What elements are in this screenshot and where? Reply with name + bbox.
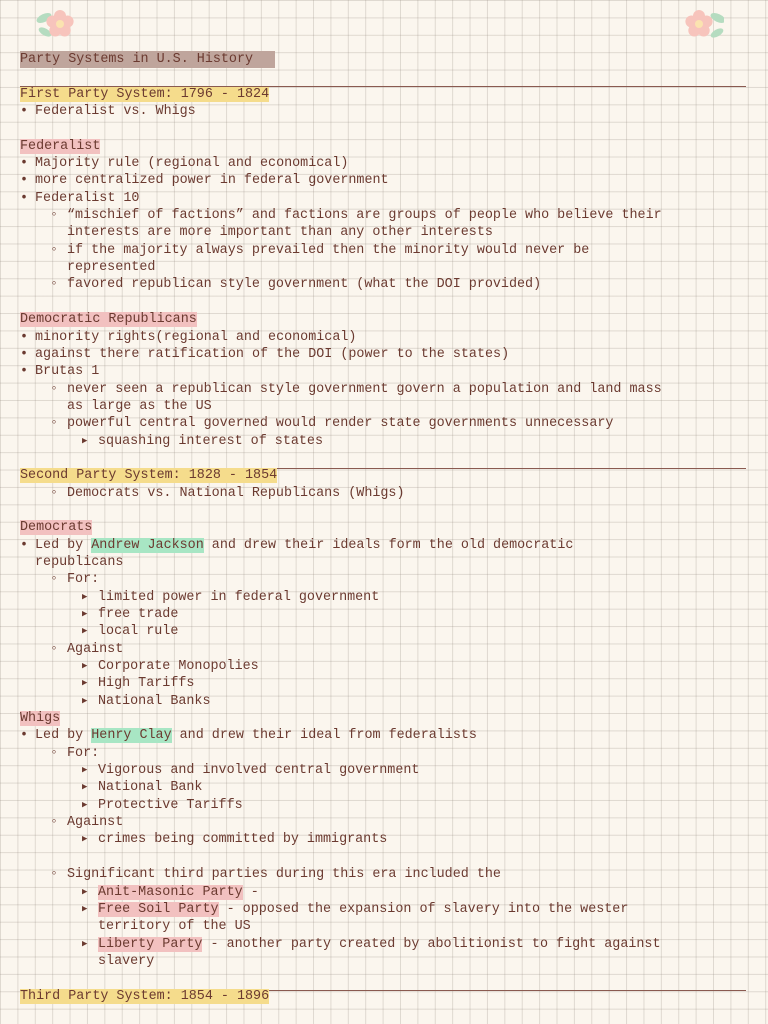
list-item: • Brutas 1 (20, 364, 100, 380)
party-highlight: Free Soil Party (98, 901, 219, 917)
page-title: Party Systems in U.S. History (20, 51, 275, 68)
flower-icon (34, 6, 74, 42)
list-item: ◦ For: (50, 572, 100, 588)
list-item: ▶ crimes being committed by immigrants (82, 832, 388, 848)
subheading-whigs: Whigs (20, 711, 61, 727)
list-item: ▶ free trade (82, 607, 179, 622)
list-item: ◦ Democrats vs. National Republicans (Whigs) (50, 485, 405, 501)
list-item: ▶ limited power in federal government (82, 589, 380, 605)
list-item: • more centralized power in federal government (20, 173, 389, 189)
leader-highlight: Henry Clay (91, 728, 172, 744)
subheading-federalist: Federalist (20, 138, 101, 154)
list-item: • minority rights(regional and economical) (20, 329, 357, 345)
list-item: • Majority rule (regional and economical) (20, 156, 349, 172)
list-item: ▶ local rule (82, 624, 179, 640)
list-item-continuation: as large as the US (67, 398, 212, 414)
list-item: ▶ High Tariffs (82, 676, 195, 692)
list-item: • Led by Andrew Jackson and drew their ideals form the old democratic (20, 537, 574, 553)
list-item: ▶ Vigorous and involved central government (82, 763, 420, 779)
party-highlight: Liberty Party (98, 936, 203, 952)
list-item: ▶ Corporate Monopolies (82, 659, 259, 675)
list-item: ◦ Significant third parties during this era included the (50, 867, 501, 883)
list-item: ◦ if the majority always prevailed then the minority would never be (50, 242, 590, 258)
list-item: ▶ Protective Tariffs (82, 797, 243, 813)
leader-highlight: Andrew Jackson (91, 537, 204, 553)
subheading-democratic-republicans: Democratic Republicans (20, 312, 197, 328)
list-item: ▶ Free Soil Party - opposed the expansion of slavery into the wester (82, 901, 629, 917)
list-item: ◦ never seen a republican style government govern a population and land mass (50, 381, 662, 397)
list-item: ◦ Against (50, 815, 124, 831)
list-item: ◦ favored republican style government (what the DOI provided) (50, 277, 542, 293)
list-item: ▶ squashing interest of states (82, 433, 323, 449)
list-item: ◦ powerful central governed would render state governments unnecessary (50, 416, 614, 432)
list-item-continuation: territory of the US (98, 919, 251, 935)
list-item-continuation: slavery (98, 953, 155, 969)
section-heading-first: First Party System: 1796 - 1824 (20, 86, 270, 102)
list-item: ◦ Against (50, 641, 124, 657)
list-item: ◦ For: (50, 745, 100, 761)
party-highlight: Anit-Masonic Party (98, 884, 243, 900)
list-item: ▶ Liberty Party - another party created by abolitionist to fight against (82, 936, 661, 952)
list-item: ▶ Anit-Masonic Party - (82, 884, 259, 900)
list-item-continuation: interests are more important than any other interests (67, 225, 493, 241)
list-item: ▶ National Bank (82, 780, 203, 796)
subheading-democrats: Democrats (20, 520, 93, 536)
list-item: • Led by Henry Clay and drew their ideal from federalists (20, 728, 477, 744)
section-heading-second: Second Party System: 1828 - 1854 (20, 468, 278, 484)
list-item: • against there ratification of the DOI (power to the states) (20, 346, 510, 362)
list-item-continuation: republicans (35, 554, 124, 570)
section-heading-third: Third Party System: 1854 - 1896 (20, 988, 270, 1004)
list-item: ◦ “mischief of factions” and factions are groups of people who believe their (50, 208, 662, 224)
list-item: • Federalist vs. Whigs (20, 104, 196, 120)
list-item-continuation: represented (67, 260, 156, 276)
list-item: • Federalist 10 (20, 190, 140, 206)
notes-document (20, 51, 748, 1005)
list-item: ▶ National Banks (82, 693, 211, 709)
flower-icon (684, 6, 724, 42)
